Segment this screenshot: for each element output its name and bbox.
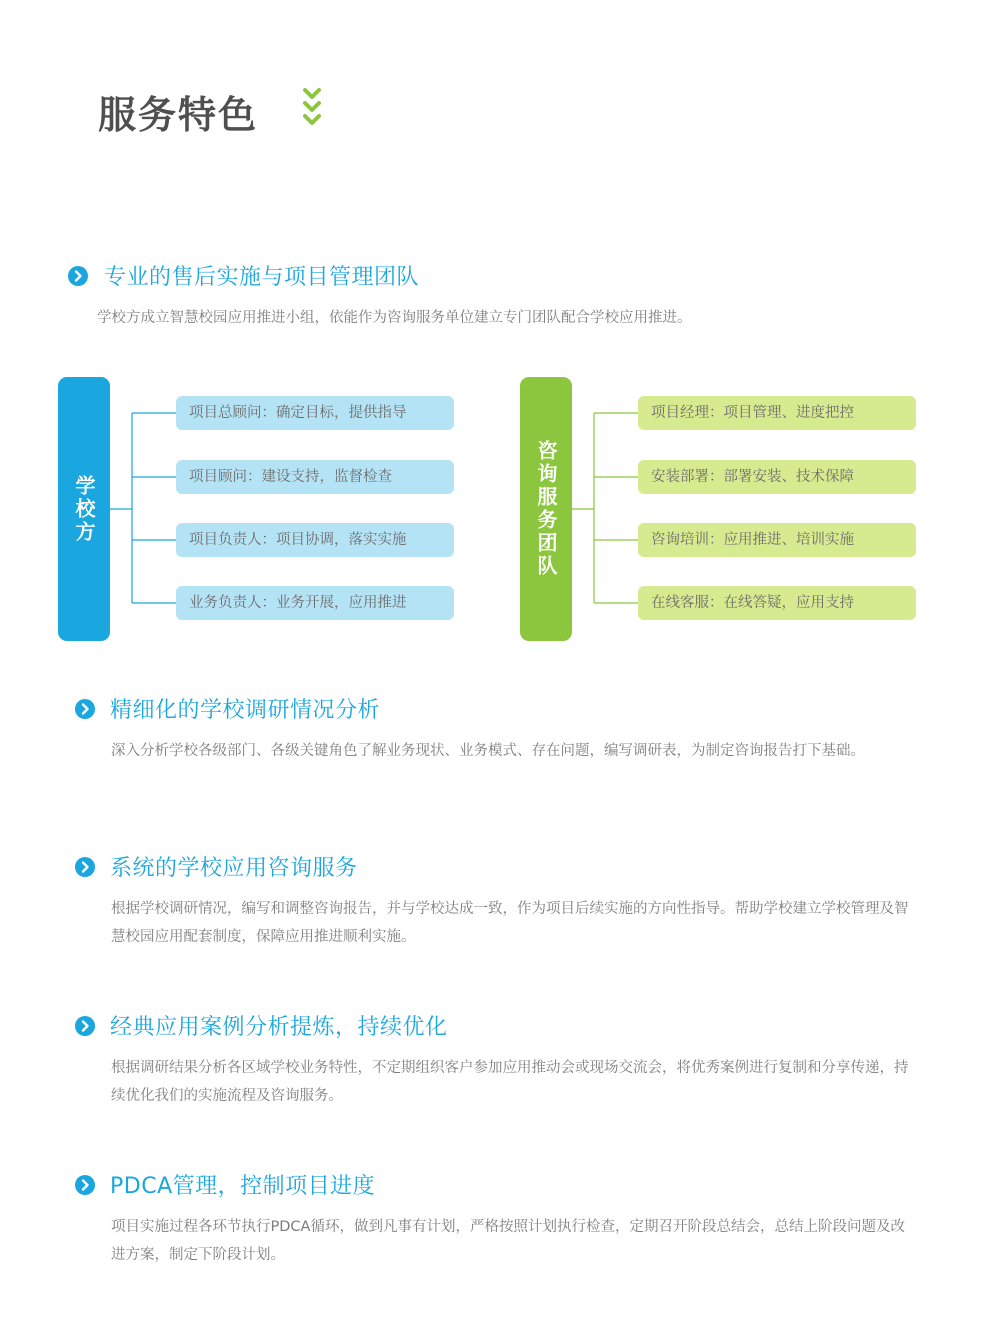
section-title: 经典应用案例分析提炼，持续优化 (110, 1015, 448, 1040)
org-school-item: 业务负责人：业务开展，应用推进 (176, 586, 454, 620)
chevron-right-circle-icon (75, 699, 95, 719)
section-description: 根据调研结果分析各区域学校业务特性，不定期组织客户参加应用推动会或现场交流会，将优秀案例进行复制和分享传递，持续优化我们的实施流程及咨询服务。 (111, 1060, 909, 1104)
section-title: PDCA管理，控制项目进度 (110, 1174, 376, 1199)
org-consult-item: 咨询培训：应用推进、培训实施 (638, 523, 916, 557)
section-description: 项目实施过程各环节执行PDCA循环，做到凡事有计划，严格按照计划执行检查，定期召开阶段总结会，总结上阶段问题及改进方案，制定下阶段计划。 (111, 1219, 905, 1263)
org-school-item: 项目总顾问：确定目标，提供指导 (176, 396, 454, 430)
chevron-right-circle-icon (75, 857, 95, 877)
section-description: 根据学校调研情况，编写和调整咨询报告，并与学校达成一致，作为项目后续实施的方向性指导。帮助学校建立学校管理及智慧校园应用配套制度，保障应用推进顺利实施。 (111, 901, 909, 945)
section-description: 深入分析学校各级部门、各级关键角色了解业务现状、业务模式、存在问题，编写调研表，为制定咨询报告打下基础。 (111, 743, 865, 759)
page-title: 服务特色 (98, 93, 259, 137)
section-title: 系统的学校应用咨询服务 (110, 856, 358, 881)
section-title: 专业的售后实施与项目管理团队 (104, 265, 420, 290)
org-school-item: 项目顾问：建设支持，监督检查 (176, 460, 454, 494)
section-title: 精细化的学校调研情况分析 (110, 698, 381, 723)
org-school-item: 项目负责人：项目协调，落实实施 (176, 523, 454, 557)
org-consult-item: 在线客服：在线答疑，应用支持 (638, 586, 916, 620)
org-consult-item: 项目经理：项目管理、进度把控 (638, 396, 916, 430)
org-school-box: 学校方 (58, 377, 110, 641)
chevron-right-circle-icon (75, 1175, 95, 1195)
org-consult-box: 咨询服务团队 (520, 377, 572, 641)
chevron-right-circle-icon (75, 1016, 95, 1036)
org-consult-item: 安装部署：部署安装、技术保障 (638, 460, 916, 494)
section-description: 学校方成立智慧校园应用推进小组，依能作为咨询服务单位建立专门团队配合学校应用推进。 (97, 310, 692, 326)
